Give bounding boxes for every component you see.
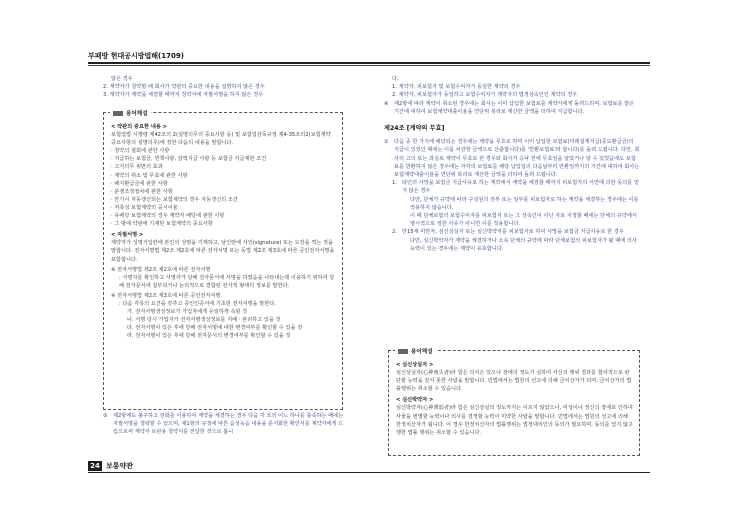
item-1-number: ① xyxy=(384,139,389,146)
item-4-number: ④ xyxy=(384,100,389,107)
article-title: 제24조 [계약의 무효] xyxy=(384,125,445,133)
note-2-item: 다. 전자서명이 있은 후에 당해 전자서명에 대한 변경여부를 확인할 수 있을 것 xyxy=(127,325,303,332)
item-4-text: 제2항에 따라 계약이 취소된 경우에는 회사는 이미 납입한 보험료를 계약자에게 돌려드리며, 보험료를 받은 기간에 대하여 보험계약대출이율을 연단위 복리로 계산한 금액을 더하여 지급합니다. xyxy=(394,100,635,115)
tag-marker-icon xyxy=(113,111,123,116)
note-2-item: 라. 전자서명이 있은 후에 당해 전자문서의 변경여부를 확인할 수 있을 것 xyxy=(127,333,291,340)
subitem-text: 다만, 심신박약자가 계약을 체결하거나 소속 단체의 규약에 따라 단체보험의 피보험자가 될 때에 의사능력이 있는 경우에는 계약이 유효합니다. xyxy=(410,237,637,252)
glossary-heading-2: < 심신박약자 > xyxy=(396,397,434,404)
glossary-list-item: · 유배당 보험계약의 경우 계약자 배당에 관한 사항 xyxy=(111,213,225,220)
page-footer xyxy=(88,460,650,474)
item-4 xyxy=(384,100,640,116)
item-3-text: 제2항에도 불구하고 전화를 이용하여 계약을 체결하는 경우 다음 각 호의 어느 하나를 충족하는 때에는 자필서명을 생략할 수 있으며, 제1항의 규정에 따른 음성녹음 내용을 문서화한 확인서를 계약자에게 드림으로써 계약자 보관용 청약서를 전달한 것으로 봅니 xyxy=(113,413,344,436)
glossary-body-1: 보험업법 시행령 제42조의 2(설명의무의 중요사항 등) 및 보험업감독규정 제4-35조의2(보험계약 중요사항의 설명의무)에 정한 다음의 내용을 말합니다. xyxy=(111,132,331,147)
note-1-body: : 서명자를 확인하고 서명자가 당해 전자문서에 서명을 하였음을 나타내는데 이용하기 위하여 당해 전자문서에 첨부되거나 논리적으로 결합된 전자적 형태의 정보를 말한다. xyxy=(119,274,335,289)
glossary-list-item: · 계약의 취소 및 무효에 관한 사항 xyxy=(111,172,188,179)
glossary-body-2: 계약자가 성명기입란에 본인의 성명을 기재하고, 날인란에 사인(signature) 또는 도장을 찍는 것을 말합니다. 전자서명법 제2조 제2호에 따른 전자서명 또는 동법 제2조 제3호에 따른 공인전자서명을 포함합니다. xyxy=(111,240,335,263)
subitem-number: 2. xyxy=(392,229,397,236)
glossary-list-item: · 고지의무 위반의 효과 xyxy=(111,164,163,171)
glossary-list-item: · 그 밖에 약관에 기재된 보험계약의 중요사항 xyxy=(111,221,213,228)
right-line-2: 1. 계약자, 피보험자 및 보험수익자가 동일한 계약의 경우 xyxy=(392,84,521,91)
glossary-body-1: 심신상실자(心神喪失者)라 함은 의식은 있으나 장애의 정도가 심하여 자신의 행위 결과를 합리적으로 판단할 능력을 갖지 못한 사람을 말합니다. 민법에서는 법원의 선고에 의해 금치산자가 되며, 금치산자의 법률행위는 취소할 수 있습니다. xyxy=(396,370,632,393)
left-line-2: 2. 계약자가 청약할 때 회사가 약관의 중요한 내용을 설명하지 않은 경우 xyxy=(103,84,265,91)
left-item-3 xyxy=(103,412,348,437)
tag-marker-icon xyxy=(398,349,408,354)
glossary-list-item: · 해지환급금에 관한 사항 xyxy=(111,180,168,187)
glossary-box-left xyxy=(103,112,343,410)
header-rule xyxy=(88,62,650,64)
subitem xyxy=(384,228,640,236)
item-1 xyxy=(384,138,640,179)
page-header xyxy=(88,52,650,64)
glossary-tag-label: 용어해설 xyxy=(411,349,433,355)
glossary-heading-1: < 심신상실자 > xyxy=(396,362,434,368)
glossary-list-item: · 분쟁조정절차에 관한 사항 xyxy=(111,188,173,195)
glossary-box-right xyxy=(388,350,640,456)
left-line-1: 않은 경우 xyxy=(111,76,133,82)
right-line-1: 다. xyxy=(392,76,399,82)
glossary-list-item: · 청약의 철회에 관한 사항 xyxy=(111,148,170,155)
subitem-number: 1. xyxy=(392,180,397,187)
note-2-intro: : 다음 각목의 요건을 갖추고 공인인증서에 기초한 전자서명을 말한다. xyxy=(119,300,276,307)
glossary-tag-label: 용어해설 xyxy=(126,111,148,117)
glossary-list-item: · 지급하는 보험금, 면책사항, 감액지급 사항 등 보험금 지급제한 조건 xyxy=(111,156,267,163)
note-2-item: 가. 전자서명생성정보가 가입자에게 유일하게 속할 것 xyxy=(127,309,248,316)
glossary-heading-1: < 약관의 중요한 내용 > xyxy=(111,124,168,130)
glossary-list-item: · 저축성 보험계약의 공시이율 xyxy=(111,204,178,211)
glossary-tag xyxy=(395,347,436,355)
subitem-text: 이 때 단체보험의 보험수익자를 피보험자 또는 그 상속인이 아닌 자로 지정할 때에는 단체의 규약에서 명시적으로 정한 사유가 아니면 이를 적용합니다. xyxy=(410,213,637,228)
header-title: 부패방 현대공시방법해(1709) xyxy=(88,52,184,60)
glossary-list-item: · 만기시 자동갱신되는 보험계약의 경우 자동갱신의 조건 xyxy=(111,196,238,203)
left-column xyxy=(103,75,348,100)
glossary-body-2: 심신박약자(心神薄弱者)라 함은 심신상실의 정도까지는 이르지 않았으나, 미성이나 정신의 장애로 인하여 사물을 변별할 능력이나 의사를 결정할 능력이 미약한 사람을 말합니다. 민법에서는 법원의 선고에 의해 한정치산자가 됩니다. 이 경우 한정치산자의 법률행위는 법정대리인의 동의가 필요하며, 동의를 얻지 않고 행한 법률 행위는 취소할 수 있습니다. xyxy=(396,405,633,436)
right-column xyxy=(384,75,640,253)
subitem-text: 다만, 단체가 규약에 따라 구성원의 전부 또는 일부를 피보험자로 하는 계약을 체결하는 경우에는 이를 적용하지 않습니다. xyxy=(410,196,639,211)
subitem xyxy=(384,179,640,195)
footer-label: 보통약관 xyxy=(106,462,134,470)
subitem-text: 만15세 미만자, 심신상실자 또는 심신박약자를 피보험자로 하여 사망을 보험금 지급사유로 한 경우 xyxy=(402,229,624,236)
item-3-number: ③ xyxy=(103,413,108,419)
glossary-heading-2: < 자필서명 > xyxy=(111,232,144,239)
left-line-3: 3. 계약자가 계약을 체결할 때까지 청약서에 자필서명을 하지 않은 경우 xyxy=(103,92,264,99)
note-2-item: 나. 서명 당시 가입자가 전자서명생성정보를 지배ㆍ관리하고 있을 것 xyxy=(127,317,281,324)
right-line-3: 2. 계약자, 피보험자가 동일하고 보험수익자가 계약자의 법정상속인인 계약의 경우 xyxy=(392,92,578,99)
header-rule-thin xyxy=(88,65,650,66)
page-number: 24 xyxy=(88,461,102,471)
note-1-title: ※ 전자서명법 제2조 제2호에 따른 전자서명 xyxy=(111,266,211,273)
glossary-tag xyxy=(110,109,151,117)
footer-rule xyxy=(88,472,650,473)
subitem-text: 타인의 사망을 보험금 지급사유로 하는 계약에서 계약을 체결할 때까지 피보험자의 서면에 의한 동의를 얻지 않은 경우 xyxy=(402,180,639,195)
note-2-title: ※ 전자서명법 제2조 제3호에 따른 공인전자서명 xyxy=(111,292,221,299)
item-1-text: 다음 중 한 가지에 해당되는 경우에는 계약을 무효로 하며 이미 납입한 보험료(미래설계지급(중도환급금)의 지급이 있었던 때에는 이를 차감한 금액으로 산출합니다)를 '반환보험료'라 합니다)를 돌려 드립니다. 다만, 회사의 고의 또는 과실로 계약이 무효로 된 경우와 회사가 승낙 전에 무효임을 알았거나 알 수 있었음에도 보험료를 반환하지 않은 경우에는 각각의 보험료를 해당 납입일의 다음날부터 반환일까지의 기간에 대하여 회사는 보험계약대출이율을 연단위 복리로 계산한 금액을 더하여 돌려 드립니다. xyxy=(394,139,640,179)
